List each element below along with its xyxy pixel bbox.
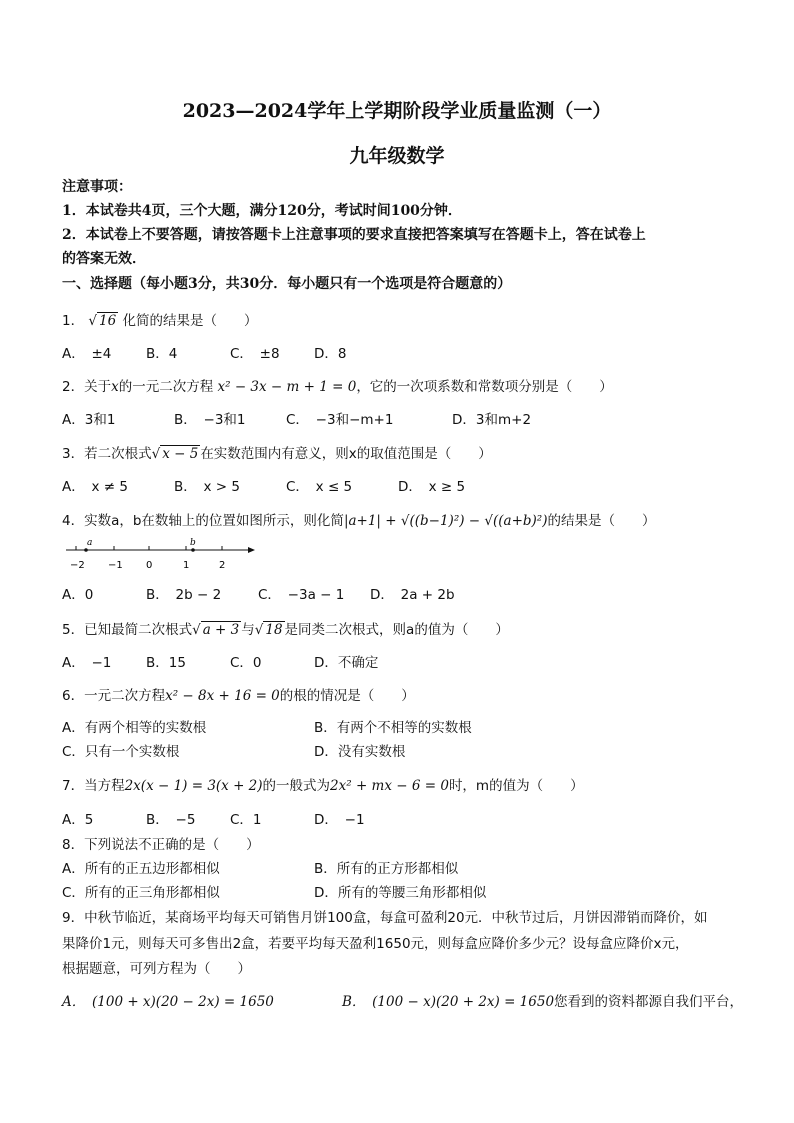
question-9-cont: 果降价1元，则每天可多售出2盒，若要平均每天盈利1650元，则每盒应降价多少元？设每盒应降价x元， (62, 936, 689, 952)
option-c[interactable]: C．1 (230, 812, 262, 828)
question-7 (62, 774, 584, 794)
question-8: 8．下列说法不正确的是（ ） (62, 837, 260, 853)
options-q6-row2 (62, 740, 405, 760)
options-q3 (62, 475, 465, 495)
option-b[interactable]: B．有两个不相等的实数根 (314, 720, 472, 736)
option-a[interactable]: A． x ≠ 5 (62, 479, 128, 495)
option-b[interactable]: B． 2b − 2 (146, 587, 222, 603)
equation: 2x(x − 1) = 3(x + 2) (124, 778, 263, 794)
stem-part: 4．实数a，b在数轴上的位置如图所示，则化简 (62, 513, 344, 529)
question-stem: 化简的结果是（ ） (122, 313, 258, 329)
point-a-label: a (87, 538, 93, 548)
notice-heading: 注意事项： (62, 179, 132, 195)
options-q4 (62, 583, 455, 603)
option-c[interactable]: C． −3和−m+1 (286, 412, 394, 428)
variable: x (111, 379, 119, 395)
stem-part: 与 (241, 622, 255, 638)
point-b (191, 548, 195, 552)
option-a[interactable]: A． (100 + x)(20 − 2x) = 1650 (62, 994, 274, 1010)
stem-part: 的一元二次方程 (118, 379, 214, 395)
option-d[interactable]: D．不确定 (314, 655, 379, 671)
option-d[interactable]: D． x ≥ 5 (398, 479, 466, 495)
notice-item-2: 2．本试卷上不要答题，请按答题卡上注意事项的要求直接把答案填写在答题卡上，答在试卷上 (62, 227, 646, 243)
option-d[interactable]: D． −1 (314, 812, 365, 828)
radicand: x − 5 (162, 446, 199, 462)
option-c[interactable]: C． x ≤ 5 (286, 479, 353, 495)
stem-part: 在实数范围内有意义，则x的取值范围是（ ） (200, 446, 492, 462)
option-b[interactable]: B． x > 5 (174, 479, 240, 495)
option-c[interactable]: C． ±8 (230, 346, 280, 362)
options-q5 (62, 651, 378, 671)
question-number: 1． (62, 313, 85, 329)
option-a[interactable]: A．所有的正五边形都相似 (62, 861, 220, 877)
question-1: 1． √ 16 化简的结果是（ ） (62, 313, 258, 329)
option-b[interactable]: B． −3和1 (174, 412, 246, 428)
option-b[interactable]: B．15 (146, 655, 186, 671)
trailing-note: 您看到的资料都源自我们平台， (554, 994, 744, 1010)
number-line-figure (60, 536, 260, 576)
tick-label: 2 (219, 560, 226, 571)
tick-label: −2 (70, 560, 85, 571)
option-d[interactable]: D．3和m+2 (452, 412, 532, 428)
exam-title: 2023—2024学年上学期阶段学业质量监测（一） (182, 100, 612, 122)
option-a[interactable]: A．5 (62, 812, 94, 828)
option-b[interactable]: B． (100 − x)(20 + 2x) = 1650 (342, 994, 555, 1010)
option-a[interactable]: A．有两个相等的实数根 (62, 720, 207, 736)
option-a[interactable]: A．3和1 (62, 412, 116, 428)
option-b[interactable]: B． −5 (146, 812, 196, 828)
stem-part: 7．当方程 (62, 778, 125, 794)
equation: x² − 3x − m + 1 = 0 (217, 379, 357, 395)
stem-part: 3．若二次根式 (62, 446, 152, 462)
point-a (84, 548, 88, 552)
equation: x² − 8x + 16 = 0 (165, 688, 280, 704)
tick-label: 0 (146, 560, 153, 571)
stem-part: 的一般式为 (262, 778, 331, 794)
option-a[interactable]: A．0 (62, 587, 94, 603)
option-b[interactable]: B．4 (146, 346, 178, 362)
stem-part: 的结果是（ ） (547, 513, 656, 529)
option-d[interactable]: D．8 (314, 346, 347, 362)
option-c[interactable]: C． −3a − 1 (258, 587, 345, 603)
option-c[interactable]: C．0 (230, 655, 262, 671)
stem-part: ，它的一次项系数和常数项分别是（ ） (356, 379, 613, 395)
option-d[interactable]: D．所有的等腰三角形都相似 (314, 885, 487, 901)
question-3: 3．若二次根式√ x − 5 在实数范围内有意义，则x的取值范围是（ ） (62, 446, 492, 462)
options-q8-row2 (62, 881, 486, 901)
question-9-cont: 根据题意，可列方程为（ ） (62, 961, 251, 977)
option-c[interactable]: C．所有的正三角形都相似 (62, 885, 220, 901)
option-b[interactable]: B．所有的正方形都相似 (314, 861, 459, 877)
options-q2 (62, 408, 531, 428)
section-heading: 一、选择题（每小题3分，共30分．每小题只有一个选项是符合题意的） (62, 276, 512, 292)
axis-arrow (248, 547, 255, 553)
options-q6-row1 (62, 716, 472, 736)
option-d[interactable]: D．没有实数根 (314, 744, 406, 760)
radicand: 16 (99, 313, 117, 329)
question-9: 9．中秋节临近，某商场平均每天可销售月饼100盒，每盒可盈利20元．中秋节过后，月饼因滞销而降价，如 (62, 910, 708, 926)
question-5: 5．已知最简二次根式√ a + 3 与√ 18 是同类二次根式，则a的值为（ ） (62, 622, 509, 638)
stem-part: 时，m的值为（ ） (448, 778, 584, 794)
point-b-label: b (190, 538, 196, 548)
option-c[interactable]: C．只有一个实数根 (62, 744, 180, 760)
question-4 (62, 509, 655, 529)
radicand: a + 3 (202, 622, 240, 638)
options-q1 (62, 342, 346, 362)
general-form: 2x² + mx − 6 = 0 (330, 778, 449, 794)
option-a[interactable]: A． −1 (62, 655, 112, 671)
expression: |a+1| + √((b−1)²) − √((a+b)²) (343, 513, 548, 529)
stem-part: 6．一元二次方程 (62, 688, 166, 704)
stem-part: 是同类二次根式，则a的值为（ ） (284, 622, 509, 638)
radicand: 18 (265, 622, 283, 638)
options-q8-row1 (62, 857, 458, 877)
question-6 (62, 684, 415, 704)
option-d[interactable]: D． 2a + 2b (370, 587, 455, 603)
tick-label: 1 (183, 560, 190, 571)
notice-item-2-cont: 的答案无效． (62, 251, 146, 267)
exam-subtitle: 九年级数学 (349, 145, 445, 167)
stem-part: 2．关于 (62, 379, 112, 395)
option-a[interactable]: A． ±4 (62, 346, 112, 362)
question-2 (62, 375, 613, 395)
options-q9 (62, 990, 743, 1010)
stem-part: 5．已知最简二次根式 (62, 622, 193, 638)
tick-label: −1 (108, 560, 123, 571)
notice-item-1: 1．本试卷共4页，三个大题，满分120分，考试时间100分钟． (62, 203, 462, 219)
options-q7 (62, 808, 365, 828)
stem-part: 的根的情况是（ ） (279, 688, 415, 704)
